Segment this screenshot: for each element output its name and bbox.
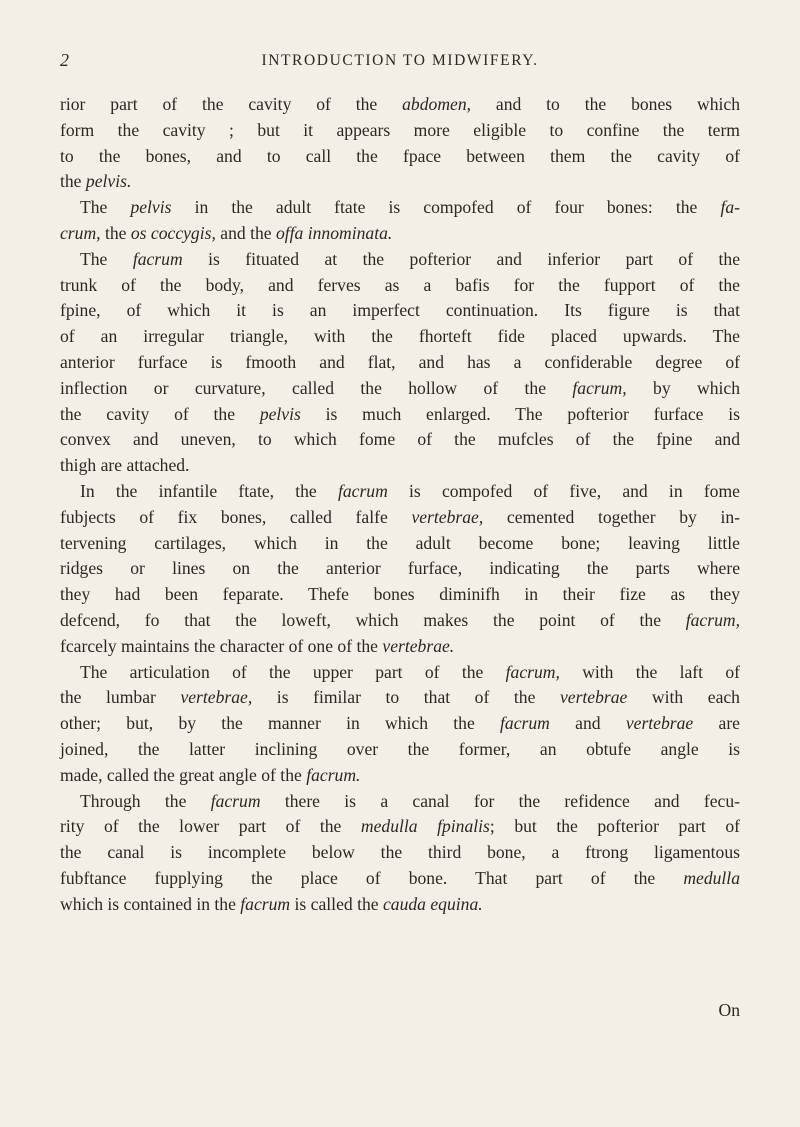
text-line [60, 582, 740, 608]
text-run: is fituated at the pofterior and inferior part of the [182, 248, 740, 269]
italic-term: cauda equina. [382, 893, 483, 914]
text-run: the [100, 222, 131, 243]
text-run: ; but the pofterior part of [489, 816, 741, 837]
text-run: which is contained in the [60, 893, 241, 914]
italic-term: os coccygis, [130, 222, 216, 243]
text-line [60, 505, 740, 531]
text-run: and to the bones which [471, 94, 740, 114]
text-line [60, 531, 740, 557]
italic-term: facrum [337, 480, 388, 501]
text-line [60, 685, 740, 711]
text-run: convex and uneven, to which fome of the mufcles of the fpine and [60, 429, 740, 450]
page-number: 2 [60, 50, 69, 70]
text-run: the cavity of the [60, 403, 260, 424]
text-run: is called the [290, 893, 383, 914]
text-run: in the adult ftate is compofed of four bones: the [171, 197, 721, 218]
italic-term: facrum, [572, 377, 627, 398]
text-line [60, 92, 740, 118]
text-run: are [693, 713, 740, 734]
text-run: fcarcely maintains the character of one of the [60, 635, 383, 656]
italic-term: vertebrae, [180, 687, 253, 708]
text-run: of an irregular triangle, with the fhorteft fide placed upwards. The [60, 326, 740, 347]
text-run: fpine, of which it is an imperfect continuation. Its figure is that [60, 300, 740, 321]
italic-term: medulla [683, 867, 740, 888]
text-run: the [60, 171, 86, 192]
text-run: made, called the great angle of the [60, 764, 307, 785]
text-line [60, 144, 740, 170]
text-run: tervening cartilages, which in the adult become bone; leaving little [60, 532, 740, 553]
text-run: other; but, by the manner in which the [60, 713, 501, 734]
text-run: with each [627, 687, 740, 708]
catchword: On [718, 1000, 740, 1020]
text-run: The articulation of the upper part of the [80, 661, 506, 682]
text-line [60, 711, 740, 737]
text-line [60, 402, 740, 428]
text-run: by which [626, 377, 740, 398]
text-run: fubftance fupplying the place of bone. That part of the [60, 867, 684, 888]
italic-term: facrum [240, 893, 291, 914]
text-run: form the cavity ; but it appears more eligible to confine the term [60, 119, 740, 140]
text-line [60, 660, 740, 686]
text-line [60, 376, 740, 402]
text-run: rior part of the cavity of the [60, 94, 403, 114]
italic-term: vertebrae, [411, 506, 484, 527]
running-head: INTRODUCTION TO MIDWIFERY. [261, 52, 539, 69]
italic-term: abdomen, [402, 94, 472, 114]
text-run: anterior furface is fmooth and flat, and has a confiderable degree of [60, 351, 740, 372]
text-line [60, 840, 740, 866]
italic-term: pelvis. [85, 171, 132, 192]
text-line [60, 737, 740, 763]
text-run: Through the [80, 790, 211, 811]
text-line [60, 427, 740, 453]
text-run: The [80, 248, 133, 269]
italic-term: facrum [132, 248, 183, 269]
italic-term: medulla fpinalis [360, 816, 490, 837]
text-line [60, 479, 740, 505]
text-line [60, 763, 740, 789]
italic-term: vertebrae [559, 687, 628, 708]
italic-term: vertebrae [625, 713, 694, 734]
text-line [60, 350, 740, 376]
text-run: is compofed of five, and in fome [387, 480, 740, 501]
text-run: joined, the latter inclining over the former, an obtufe angle is [60, 738, 740, 759]
italic-term: crum, [60, 222, 101, 243]
text-run: the lumbar [60, 687, 181, 708]
text-run: is fimilar to that of the [252, 687, 560, 708]
text-line [60, 273, 740, 299]
text-run: fubjects of fix bones, called falfe [60, 506, 412, 527]
text-run: is much enlarged. The pofterior furface is [300, 403, 740, 424]
italic-term: vertebrae. [382, 635, 455, 656]
text-line [60, 892, 740, 918]
text-line [60, 866, 740, 892]
text-line [60, 169, 740, 195]
text-line [60, 324, 740, 350]
italic-term: fa- [720, 197, 740, 218]
italic-term: offa innominata. [275, 222, 393, 243]
text-run: to the bones, and to call the fpace between them the cavity of [60, 145, 740, 166]
text-line [60, 634, 740, 660]
text-line [60, 453, 740, 479]
italic-term: facrum [500, 713, 550, 734]
text-run: the canal is incomplete below the third bone, a ftrong ligamentous [60, 842, 740, 863]
text-run: The [80, 197, 131, 218]
text-line [60, 221, 740, 247]
text-line [60, 556, 740, 582]
text-line [60, 195, 740, 221]
text-line [60, 298, 740, 324]
text-run: inflection or curvature, called the hollow of the [60, 377, 573, 398]
text-run: trunk of the body, and ferves as a bafis for the fupport of the [60, 274, 740, 295]
text-run: In the infantile ftate, the [80, 480, 338, 501]
text-run: defcend, fo that the loweft, which makes the point of the [60, 609, 686, 630]
text-run: rity of the lower part of the [60, 816, 361, 837]
text-line [60, 789, 740, 815]
italic-term: pelvis [259, 403, 301, 424]
italic-term: facrum [210, 790, 261, 811]
text-line [60, 814, 740, 840]
text-line [60, 608, 740, 634]
text-run: with the laft of [559, 661, 740, 682]
text-line [60, 247, 740, 273]
text-run: cemented together by in- [483, 506, 741, 527]
italic-term: facrum, [685, 609, 740, 630]
text-run: there is a canal for the refidence and fecu- [260, 790, 740, 811]
text-run: they had been feparate. Thefe bones diminifh in their fize as they [60, 584, 740, 605]
italic-term: facrum. [306, 764, 361, 785]
text-run: thigh are attached. [60, 455, 190, 476]
italic-term: pelvis [130, 197, 172, 218]
page-header [60, 50, 740, 76]
italic-term: facrum, [505, 661, 560, 682]
text-run: and the [215, 222, 276, 243]
text-run: ridges or lines on the anterior furface, indicating the parts where [60, 558, 740, 579]
text-line [60, 118, 740, 144]
body-text [60, 92, 740, 918]
text-run: and [549, 713, 626, 734]
